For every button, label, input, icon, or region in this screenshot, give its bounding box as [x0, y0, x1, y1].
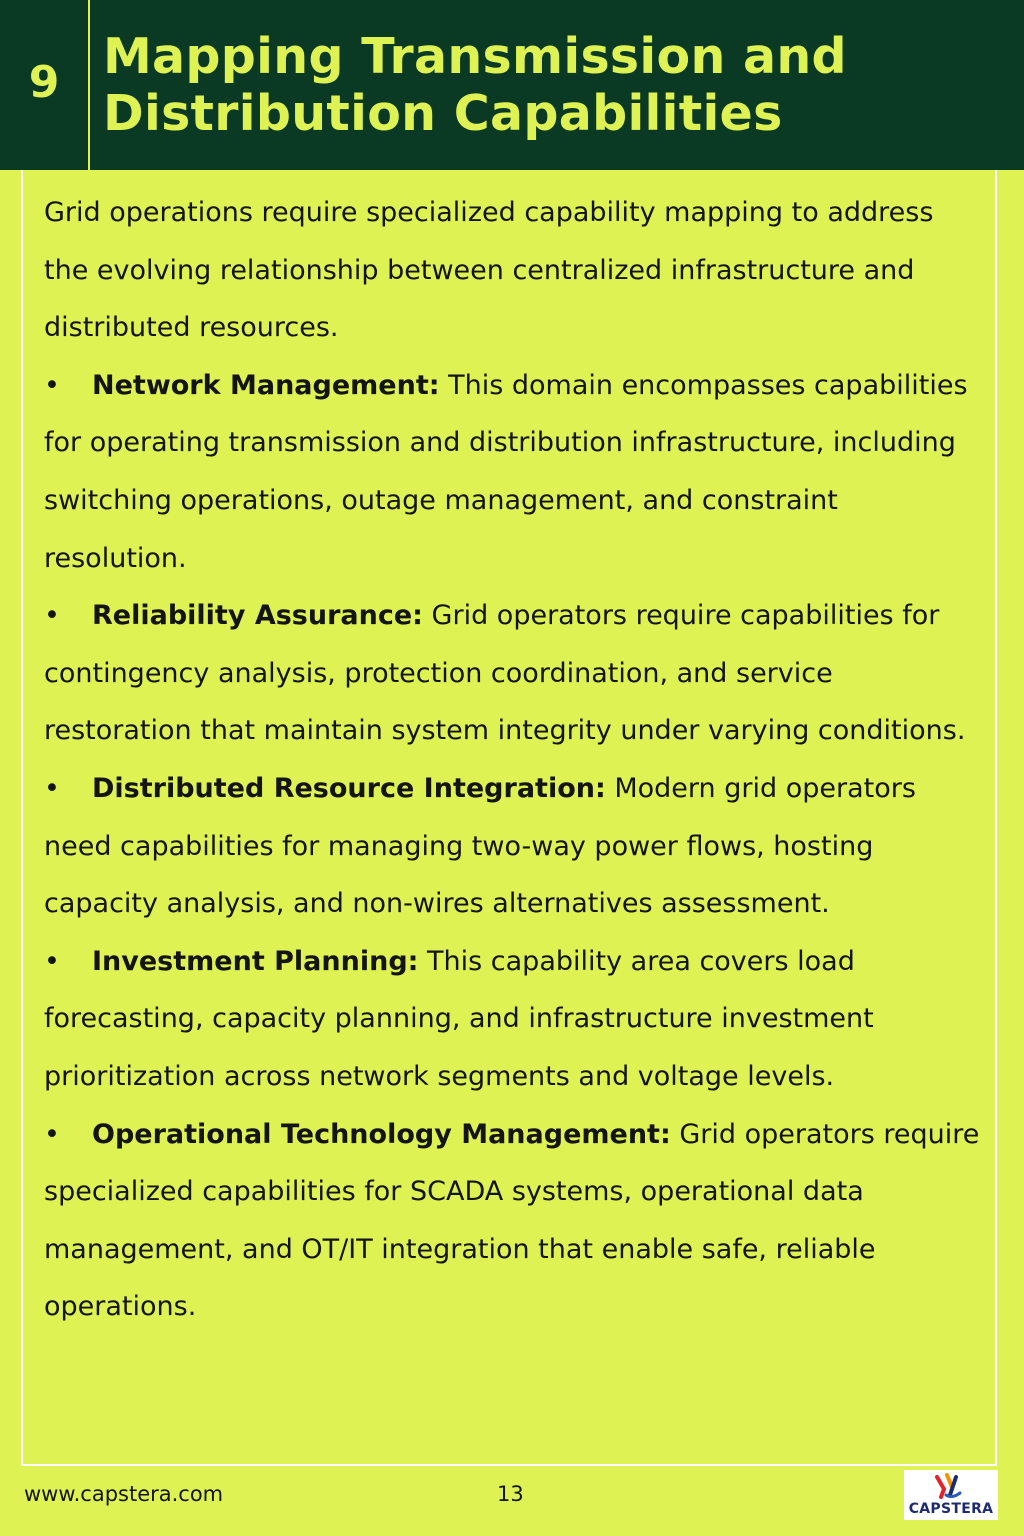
- bullet-text: Modern grid operators need capabilities for managing two-way power flows, hosting capacity analysis, and non-wires alternatives assessment.: [44, 772, 916, 920]
- header-divider: [88, 0, 90, 170]
- bullet-item: [44, 760, 984, 933]
- content-body: [44, 184, 984, 1336]
- bullet-icon: •: [44, 772, 60, 804]
- bullet-text: Grid operators require specialized capabilities for SCADA systems, operational data management, and OT/IT integration that enable safe, reliable operations.: [44, 1118, 980, 1323]
- capstera-logo-icon: [934, 1473, 968, 1501]
- intro-paragraph: Grid operations require specialized capability mapping to address the evolving relationship between centralized infrastructure and distributed resources.: [44, 197, 934, 344]
- page-title-line-1: Mapping Transmission and: [103, 28, 847, 85]
- bullet-term: Distributed Resource Integration:: [92, 772, 606, 804]
- page-header: [0, 0, 1024, 170]
- bullet-item: [44, 587, 984, 760]
- chapter-number: 9: [28, 56, 60, 108]
- bullet-term: Operational Technology Management:: [92, 1118, 671, 1150]
- bullet-text: Grid operators require capabilities for contingency analysis, protection coordination, and service restoration that maintain system integrity under varying conditions.: [44, 600, 966, 747]
- bullet-icon: •: [44, 600, 60, 632]
- bullet-icon: •: [44, 1118, 60, 1150]
- page-title: [103, 28, 1003, 142]
- bullet-text: This domain encompasses capabilities for operating transmission and distribution infrastructure, including switching operations, outage management, and constraint resolution.: [44, 369, 968, 574]
- bullet-icon: •: [44, 369, 60, 401]
- bullet-item: [44, 933, 984, 1106]
- bullet-text: This capability area covers load forecasting, capacity planning, and infrastructure investment prioritization across network segments and voltage levels.: [44, 945, 874, 1092]
- footer-website-link[interactable]: www.capstera.com: [24, 1482, 224, 1506]
- page-title-line-2: Distribution Capabilities: [103, 85, 783, 142]
- bullet-term: Reliability Assurance:: [92, 600, 423, 632]
- page-number: 13: [497, 1482, 524, 1506]
- capstera-logo: [904, 1470, 998, 1520]
- bullet-term: Investment Planning:: [92, 945, 419, 977]
- bullet-item: [44, 357, 984, 587]
- bullet-icon: •: [44, 945, 60, 977]
- bullet-term: Network Management:: [92, 369, 440, 401]
- bullet-item: [44, 1106, 984, 1336]
- logo-text: CAPSTERA: [908, 1501, 994, 1517]
